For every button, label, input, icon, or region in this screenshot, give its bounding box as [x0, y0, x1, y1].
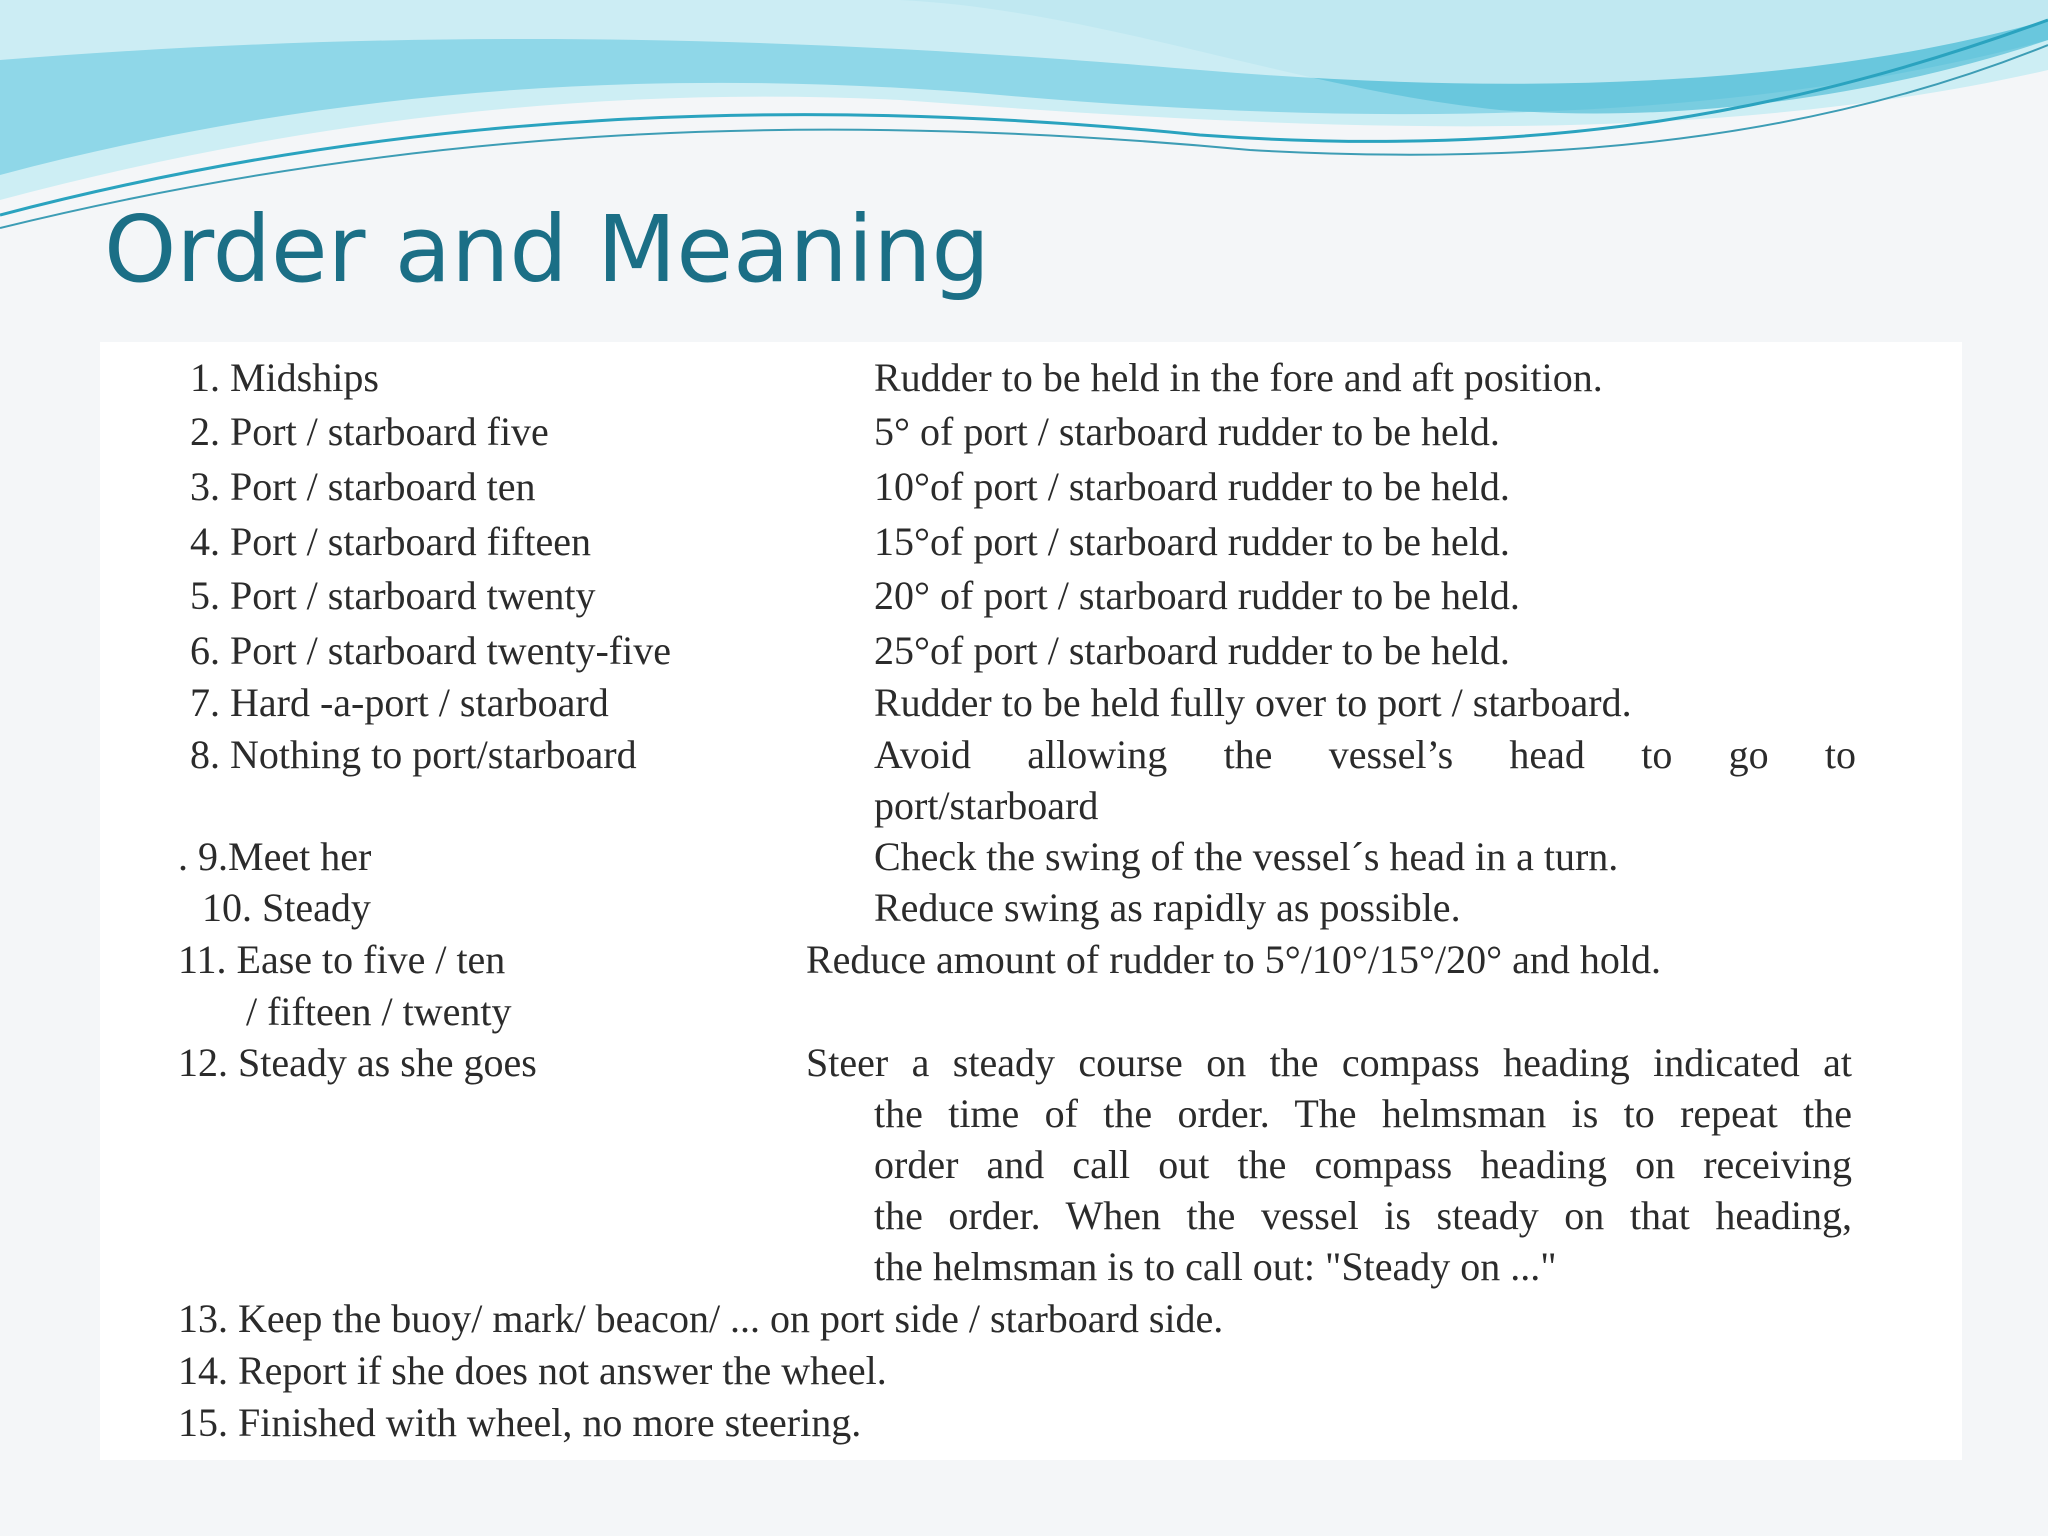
meaning-item-4: 15°of port / starboard rudder to be held. — [874, 519, 1510, 564]
meaning-item-9: Check the swing of the vessel´s head in a turn. — [874, 834, 1619, 879]
meaning-item-3: 10°of port / starboard rudder to be held. — [874, 464, 1510, 509]
meaning-item-12-line-3: order and call out the compass heading on receiving — [874, 1142, 1852, 1187]
meaning-item-5: 20° of port / starboard rudder to be held. — [874, 573, 1520, 618]
meaning-item-8-line-1: Avoid allowing the vessel’s head to go to — [874, 732, 1856, 777]
slide-title: Order and Meaning — [104, 196, 990, 303]
order-item-6: 6. Port / starboard twenty-five — [190, 628, 671, 673]
order-item-2: 2. Port / starboard five — [190, 409, 549, 454]
meaning-item-1: Rudder to be held in the fore and aft position. — [874, 355, 1603, 400]
order-item-15: 15. Finished with wheel, no more steering. — [178, 1400, 862, 1445]
order-item-14: 14. Report if she does not answer the wheel. — [178, 1348, 887, 1393]
meaning-item-12-line-4: the order. When the vessel is steady on that heading, — [874, 1193, 1852, 1238]
meaning-item-8-line-2: port/starboard — [874, 783, 1099, 828]
meaning-item-7: Rudder to be held fully over to port / starboard. — [874, 680, 1632, 725]
order-item-3: 3. Port / starboard ten — [190, 464, 536, 509]
order-item-13: 13. Keep the buoy/ mark/ beacon/ ... on port side / starboard side. — [178, 1296, 1224, 1341]
order-item-1: 1. Midships — [190, 355, 379, 400]
meaning-item-11: Reduce amount of rudder to 5°/10°/15°/20° and hold. — [806, 937, 1661, 982]
order-item-8: 8. Nothing to port/starboard — [190, 732, 637, 777]
order-item-5: 5. Port / starboard twenty — [190, 573, 596, 618]
order-item-9: . 9.Meet her — [178, 834, 372, 879]
meaning-item-12-line-5: the helmsman is to call out: "Steady on ..." — [874, 1244, 1557, 1289]
order-item-10: 10. Steady — [202, 885, 371, 930]
meaning-item-10: Reduce swing as rapidly as possible. — [874, 885, 1461, 930]
meaning-item-12-line-1: Steer a steady course on the compass heading indicated at — [806, 1040, 1852, 1085]
order-item-11-line-2: / fifteen / twenty — [246, 989, 512, 1034]
meaning-item-12-line-2: the time of the order. The helmsman is to repeat the — [874, 1091, 1852, 1136]
order-item-4: 4. Port / starboard fifteen — [190, 519, 591, 564]
meaning-item-6: 25°of port / starboard rudder to be held. — [874, 628, 1510, 673]
order-item-11-line-1: 11. Ease to five / ten — [178, 937, 506, 982]
order-item-7: 7. Hard -a-port / starboard — [190, 680, 609, 725]
meaning-item-2: 5° of port / starboard rudder to be held. — [874, 409, 1500, 454]
order-item-12: 12. Steady as she goes — [178, 1040, 537, 1085]
